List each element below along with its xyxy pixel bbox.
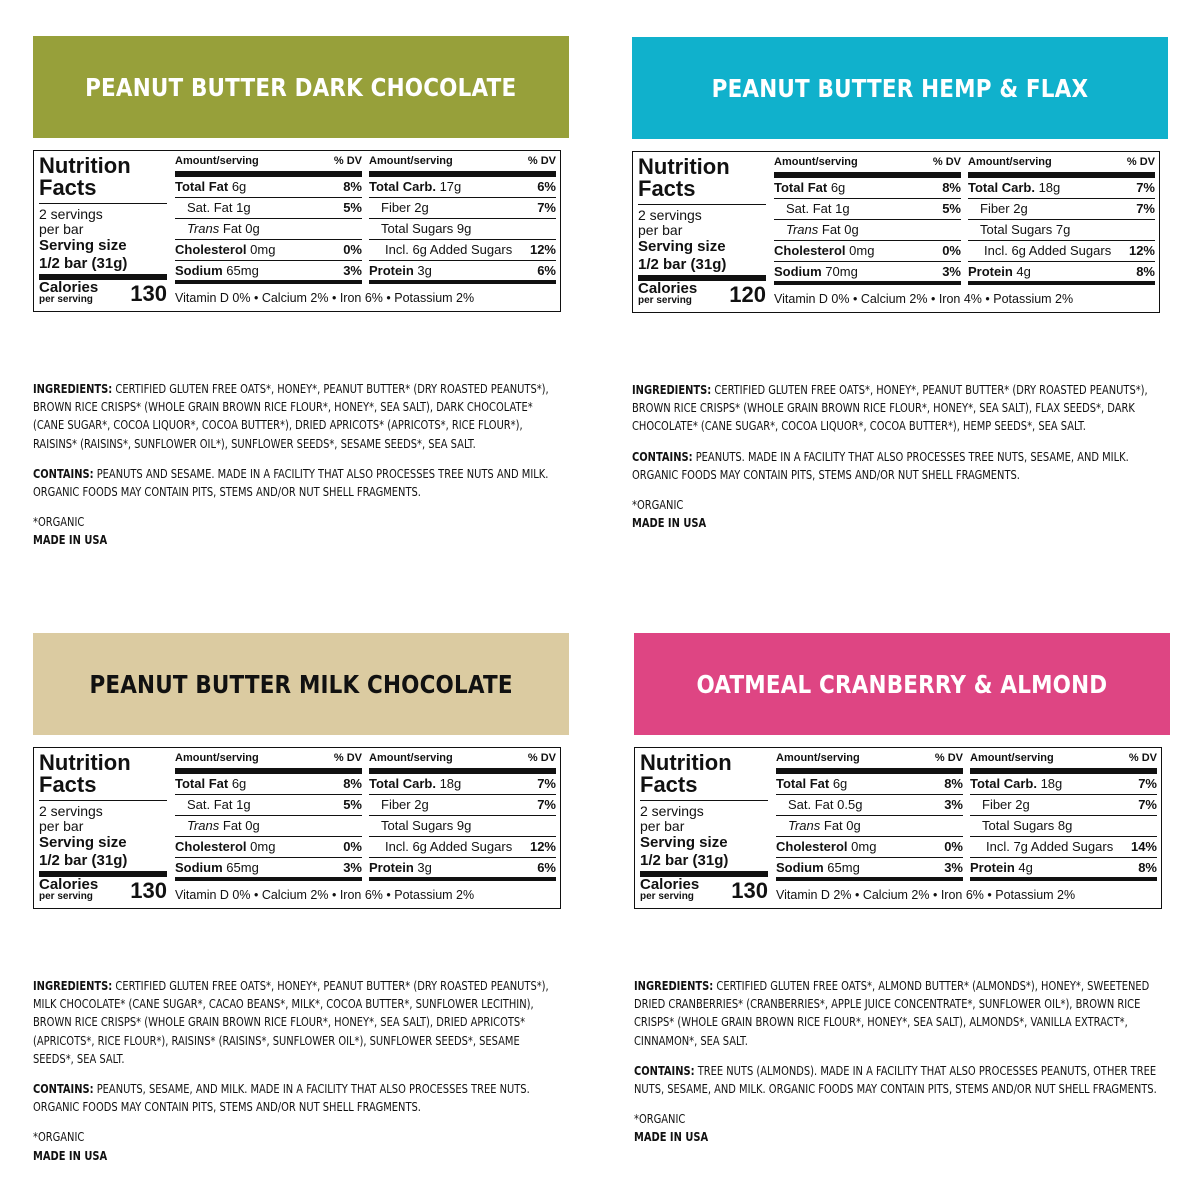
nutrient-label-italic: Trans xyxy=(187,818,220,833)
vitamins-minerals: Vitamin D 0% • Calcium 2% • Iron 6% • Potassium 2% xyxy=(175,888,475,902)
nutrient-label: Fiber xyxy=(980,201,1010,216)
serving-size-value: 1/2 bar (31g) xyxy=(640,852,768,877)
nutrient-dv: 7% xyxy=(537,200,556,215)
nutrient-label: Fat xyxy=(219,221,242,236)
nutrient-dv: 5% xyxy=(942,201,961,216)
total-carb-row xyxy=(970,774,1157,795)
serving-size-label: Serving size xyxy=(638,238,726,255)
ingredients-label: INGREDIENTS: xyxy=(33,381,113,396)
nutrient-dv: 8% xyxy=(343,776,362,791)
total-sugars-row xyxy=(369,219,556,240)
nutrient-label: Protein xyxy=(970,860,1015,875)
product-text xyxy=(33,380,561,550)
nutrient-amount: 18g xyxy=(439,776,462,791)
total-fat-row xyxy=(175,774,362,795)
calories-row xyxy=(640,878,768,902)
added-sugars-row xyxy=(970,837,1157,858)
nutrient-amount: 17g xyxy=(439,179,462,194)
amount-header: Amount/serving xyxy=(175,752,259,764)
product-title: OATMEAL CRANBERRY & ALMOND xyxy=(696,669,1108,699)
nutrient-amount: 2g xyxy=(414,797,429,812)
nutrient-dv: 0% xyxy=(942,243,961,258)
servings-per-container: 2 servings per bar xyxy=(39,206,103,237)
nutrient-dv: 8% xyxy=(942,180,961,195)
nutrient-label-italic: Trans xyxy=(788,818,821,833)
nutrient-dv: 3% xyxy=(343,860,362,875)
serving-size-value: 1/2 bar (31g) xyxy=(39,255,167,280)
nutrient-amount: 1g xyxy=(236,200,251,215)
nutrition-facts-label xyxy=(632,151,1160,313)
nutrient-label: Total Sugars xyxy=(982,818,1055,833)
nutrients-column-1 xyxy=(776,752,963,881)
nutrient-amount: 6g xyxy=(830,180,846,195)
nutrient-label: Sodium xyxy=(774,264,822,279)
nutrient-label-italic: Trans xyxy=(187,221,220,236)
nutrient-amount: 2g xyxy=(1015,797,1030,812)
total-carb-row xyxy=(369,774,556,795)
sodium-row xyxy=(774,262,961,285)
trans-fat-row xyxy=(175,219,362,240)
protein-row xyxy=(369,261,556,284)
vitamins-minerals: Vitamin D 0% • Calcium 2% • Iron 6% • Potassium 2% xyxy=(175,291,475,305)
nutrient-amount: 0g xyxy=(245,221,260,236)
fiber-row xyxy=(968,199,1155,220)
nutrient-dv: 5% xyxy=(343,200,362,215)
nutrient-dv: 0% xyxy=(343,839,362,854)
nutrient-label: Fiber xyxy=(381,200,411,215)
column-header xyxy=(369,155,556,177)
nutrient-dv: 7% xyxy=(1138,776,1157,791)
nutrient-amount: 6g xyxy=(231,179,247,194)
total-sugars-row xyxy=(968,220,1155,241)
nutrient-label: Incl. 6g Added Sugars xyxy=(385,839,513,854)
contains-text: PEANUTS. MADE IN A FACILITY THAT ALSO PROCESSES TREE NUTS, SESAME, AND MILK. ORGANIC FOODS MAY CONTAIN PITS, STEMS AND/OR NUT SHELL FRAGMENTS. xyxy=(632,448,1129,482)
nutrient-label: Protein xyxy=(369,860,414,875)
nutrient-label: Total Sugars xyxy=(980,222,1053,237)
ingredients-label: INGREDIENTS: xyxy=(33,978,113,993)
nutrient-amount: 9g xyxy=(456,221,472,236)
nutrient-dv: 6% xyxy=(537,263,556,278)
contains-text: TREE NUTS (ALMONDS). MADE IN A FACILITY THAT ALSO PROCESSES PEANUTS, OTHER TREE NUTS, SESAME, AND MILK. ORGANIC FOODS MAY CONTAIN PITS, STEMS AND/OR NUT SHELL FRAGMENTS. xyxy=(634,1062,1157,1097)
nutrient-label: Sat. Fat xyxy=(788,797,834,812)
nutrient-dv: 7% xyxy=(1136,201,1155,216)
made-in-usa: MADE IN USA xyxy=(634,1129,709,1145)
amount-header: Amount/serving xyxy=(369,155,453,167)
nutrition-facts-label xyxy=(634,747,1162,909)
organic-note: *ORGANIC xyxy=(632,497,684,513)
nutrient-dv: 3% xyxy=(942,264,961,279)
ingredients-paragraph xyxy=(33,977,561,1068)
contains-paragraph xyxy=(33,1080,561,1116)
nutrient-amount: 3g xyxy=(417,263,432,278)
product-title: PEANUT BUTTER DARK CHOCOLATE xyxy=(85,72,517,102)
nutrient-dv: 8% xyxy=(1138,860,1157,875)
calories-value: 130 xyxy=(130,281,167,306)
amount-header: Amount/serving xyxy=(968,156,1052,168)
calories-row xyxy=(39,281,167,305)
calories-label: Calories xyxy=(640,876,700,893)
nutrient-label: Protein xyxy=(369,263,414,278)
serving-size-label: Serving size xyxy=(39,237,127,254)
calories-sublabel: per serving xyxy=(39,891,93,902)
nutrients-column-2 xyxy=(369,155,556,284)
column-header xyxy=(175,752,362,774)
nutrient-label: Fiber xyxy=(381,797,411,812)
ingredients-text: CERTIFIED GLUTEN FREE OATS*, ALMOND BUTTER* (ALMONDS*), HONEY*, SWEETENED DRIED CRANBERRIES* (CRANBERRIES*, APPLE JUICE CONCENTRATE*, SUNFLOWER OIL*), BROWN RICE CRISPS* (WHOLE GRAIN BROWN RICE FLOUR*, HONEY*, SEA SALT), ALMONDS*, VANILLA EXTRACT*, CINNAMON*, SEA SALT. xyxy=(634,978,1150,1048)
fiber-row xyxy=(369,198,556,219)
nutrient-amount: 0g xyxy=(846,818,861,833)
calories-label-group xyxy=(39,281,98,305)
nutrition-facts-summary xyxy=(638,156,766,306)
nutrient-label: Total Fat xyxy=(776,776,830,791)
calories-sublabel: per serving xyxy=(640,891,694,902)
nutrition-facts-heading: Nutrition Facts xyxy=(39,155,167,204)
nutrient-amount: 4g xyxy=(1016,264,1031,279)
calories-value: 130 xyxy=(130,878,167,903)
nutrient-label: Total Fat xyxy=(175,179,229,194)
contains-label: CONTAINS: xyxy=(33,465,94,481)
dv-header: % DV xyxy=(333,752,362,764)
sat-fat-row xyxy=(175,198,362,219)
column-header xyxy=(968,156,1155,178)
made-in-usa: MADE IN USA xyxy=(632,515,707,531)
nutrient-label: Sodium xyxy=(175,860,223,875)
product-title: PEANUT BUTTER MILK CHOCOLATE xyxy=(89,669,513,699)
nutrients-column-1 xyxy=(175,752,362,881)
column-header xyxy=(776,752,963,774)
nutrient-dv: 3% xyxy=(343,263,362,278)
product-text xyxy=(33,977,561,1165)
sat-fat-row xyxy=(175,795,362,816)
nutrient-dv: 7% xyxy=(1138,797,1157,812)
dv-header: % DV xyxy=(932,156,961,168)
dv-header: % DV xyxy=(1126,156,1155,168)
nutrient-label: Fat xyxy=(820,818,843,833)
ingredients-text: CERTIFIED GLUTEN FREE OATS*, HONEY*, PEANUT BUTTER* (DRY ROASTED PEANUTS*), BROWN RICE CRISPS* (WHOLE GRAIN BROWN RICE FLOUR*, HONEY*, SEA SALT), FLAX SEEDS*, DARK CHOCOLATE* (CANE SUGAR*, COCOA LIQUOR*, COCOA BUTTER*), HEMP SEEDS*, SEA SALT. xyxy=(632,382,1148,434)
calories-label: Calories xyxy=(39,876,99,893)
product-text xyxy=(632,381,1160,532)
ingredients-paragraph xyxy=(634,977,1162,1050)
nutrient-label: Fat xyxy=(219,818,242,833)
calories-row xyxy=(638,282,766,306)
column-header xyxy=(369,752,556,774)
nutrient-label: Cholesterol xyxy=(776,839,848,854)
amount-header: Amount/serving xyxy=(776,752,860,764)
calories-sublabel: per serving xyxy=(638,295,692,306)
nutrient-dv: 7% xyxy=(537,776,556,791)
nutrient-dv: 12% xyxy=(529,242,556,257)
amount-header: Amount/serving xyxy=(970,752,1054,764)
servings-per-container: 2 servings per bar xyxy=(640,803,704,834)
nutrient-label: Total Fat xyxy=(774,180,828,195)
ingredients-label: INGREDIENTS: xyxy=(632,382,712,397)
nutrient-label: Total Sugars xyxy=(381,818,454,833)
nutrient-amount: 8g xyxy=(1057,818,1073,833)
nutrition-facts-summary xyxy=(39,752,167,902)
dv-header: % DV xyxy=(1128,752,1157,764)
nutrients-column-1 xyxy=(774,156,961,285)
contains-text: PEANUTS, SESAME, AND MILK. MADE IN A FACILITY THAT ALSO PROCESSES TREE NUTS. ORGANIC FOODS MAY CONTAIN PITS, STEMS AND/OR NUT SHELL FRAGMENTS. xyxy=(33,1081,530,1115)
nutrient-amount: 0mg xyxy=(250,242,276,257)
total-carb-row xyxy=(968,178,1155,199)
total-fat-row xyxy=(774,178,961,199)
total-fat-row xyxy=(175,177,362,198)
nutrient-amount: 1g xyxy=(835,201,850,216)
sodium-row xyxy=(175,261,362,284)
protein-row xyxy=(968,262,1155,285)
nutrient-amount: 0mg xyxy=(250,839,276,854)
trans-fat-row xyxy=(175,816,362,837)
contains-paragraph xyxy=(634,1062,1162,1098)
nutrition-facts-summary xyxy=(640,752,768,902)
nutrient-label: Protein xyxy=(968,264,1013,279)
vitamins-minerals: Vitamin D 2% • Calcium 2% • Iron 6% • Potassium 2% xyxy=(776,888,1076,902)
vitamins-minerals: Vitamin D 0% • Calcium 2% • Iron 4% • Potassium 2% xyxy=(774,292,1074,306)
product-panel xyxy=(33,633,571,1165)
nutrient-amount: 18g xyxy=(1040,776,1063,791)
fiber-row xyxy=(970,795,1157,816)
nutrient-label: Total Carb. xyxy=(970,776,1037,791)
nutrient-amount: 0g xyxy=(844,222,859,237)
nutrient-dv: 12% xyxy=(1128,243,1155,258)
product-title: PEANUT BUTTER HEMP & FLAX xyxy=(711,73,1089,103)
product-banner xyxy=(634,633,1170,735)
product-text xyxy=(634,977,1162,1147)
ingredients-text: CERTIFIED GLUTEN FREE OATS*, HONEY*, PEANUT BUTTER* (DRY ROASTED PEANUTS*), MILK CHOCOLATE* (CANE SUGAR*, CACAO BEANS*, MILK*, COCOA BUTTER*, SUNFLOWER LECITHIN), BROWN RICE CRISPS* (WHOLE GRAIN BROWN RICE FLOUR*, HONEY*, SEA SALT), DRIED APRICOTS* (APRICOTS*, RICE FLOUR*), RAISINS* (RAISINS*, SUNFLOWER OIL*), SUNFLOWER SEEDS*, SESAME SEEDS*, SEA SALT. xyxy=(33,978,549,1066)
added-sugars-row xyxy=(968,241,1155,262)
ingredients-text: CERTIFIED GLUTEN FREE OATS*, HONEY*, PEANUT BUTTER* (DRY ROASTED PEANUTS*), BROWN RICE CRISPS* (WHOLE GRAIN BROWN RICE FLOUR*, HONEY*, SEA SALT), DARK CHOCOLATE* (CANE SUGAR*, COCOA LIQUOR*, COCOA BUTTER*), DRIED APRICOTS* (APRICOTS*, RICE FLOUR*), RAISINS* (RAISINS*, SUNFLOWER OIL*), SUNFLOWER SEEDS*, SESAME SEEDS*, SEA SALT. xyxy=(33,381,549,451)
nutrient-label: Sodium xyxy=(175,263,223,278)
product-panel xyxy=(632,37,1170,532)
nutrient-label: Fat xyxy=(818,222,841,237)
trans-fat-row xyxy=(776,816,963,837)
amount-header: Amount/serving xyxy=(774,156,858,168)
nutrient-amount: 6g xyxy=(231,776,247,791)
nutrient-amount: 2g xyxy=(1013,201,1028,216)
sodium-row xyxy=(175,858,362,881)
cholesterol-row xyxy=(776,837,963,858)
nutrient-amount: 0mg xyxy=(849,243,875,258)
nutrient-label: Total Carb. xyxy=(968,180,1035,195)
nutrient-amount: 18g xyxy=(1038,180,1061,195)
nutrition-facts-heading: Nutrition Facts xyxy=(638,156,766,205)
serving-size-value: 1/2 bar (31g) xyxy=(39,852,167,877)
contains-label: CONTAINS: xyxy=(632,448,693,464)
trans-fat-row xyxy=(774,220,961,241)
contains-paragraph xyxy=(632,448,1160,484)
nutrient-label: Total Carb. xyxy=(369,179,436,194)
contains-label: CONTAINS: xyxy=(33,1081,94,1097)
protein-row xyxy=(970,858,1157,881)
product-panel xyxy=(634,633,1172,1147)
nutrient-amount: 0mg xyxy=(851,839,877,854)
nutrient-amount: 2g xyxy=(414,200,429,215)
nutrient-label: Incl. 6g Added Sugars xyxy=(984,243,1112,258)
nutrition-facts-heading: Nutrition Facts xyxy=(39,752,167,801)
nutrient-label: Cholesterol xyxy=(774,243,846,258)
nutrients-column-1 xyxy=(175,155,362,284)
calories-value: 130 xyxy=(731,878,768,903)
nutrient-label: Cholesterol xyxy=(175,839,247,854)
cholesterol-row xyxy=(175,240,362,261)
organic-note: *ORGANIC xyxy=(33,514,85,530)
nutrient-amount: 3g xyxy=(417,860,432,875)
column-header xyxy=(970,752,1157,774)
added-sugars-row xyxy=(369,837,556,858)
nutrient-dv: 14% xyxy=(1130,839,1157,854)
product-banner xyxy=(33,36,569,138)
calories-row xyxy=(39,878,167,902)
ingredients-paragraph xyxy=(33,380,561,453)
nutrient-amount: 65mg xyxy=(226,263,259,278)
nutrient-dv: 8% xyxy=(343,179,362,194)
nutrient-label: Cholesterol xyxy=(175,242,247,257)
nutrient-dv: 0% xyxy=(343,242,362,257)
amount-header: Amount/serving xyxy=(175,155,259,167)
protein-row xyxy=(369,858,556,881)
nutrient-dv: 7% xyxy=(537,797,556,812)
nutrient-dv: 6% xyxy=(537,179,556,194)
cholesterol-row xyxy=(175,837,362,858)
nutrient-amount: 7g xyxy=(1055,222,1071,237)
nutrient-label: Total Carb. xyxy=(369,776,436,791)
nutrition-facts-summary xyxy=(39,155,167,305)
nutrients-column-2 xyxy=(968,156,1155,285)
product-banner xyxy=(33,633,569,735)
nutrient-dv: 7% xyxy=(1136,180,1155,195)
organic-note: *ORGANIC xyxy=(33,1129,85,1145)
contains-paragraph xyxy=(33,465,561,501)
made-in-usa: MADE IN USA xyxy=(33,532,108,548)
nutrient-amount: 70mg xyxy=(825,264,858,279)
calories-label: Calories xyxy=(39,279,99,296)
nutrient-label: Total Fat xyxy=(175,776,229,791)
total-fat-row xyxy=(776,774,963,795)
contains-label: CONTAINS: xyxy=(634,1062,695,1078)
amount-header: Amount/serving xyxy=(369,752,453,764)
nutrient-dv: 12% xyxy=(529,839,556,854)
nutrient-dv: 0% xyxy=(944,839,963,854)
sodium-row xyxy=(776,858,963,881)
nutrient-label: Sat. Fat xyxy=(187,797,233,812)
calories-label-group xyxy=(638,282,697,306)
nutrition-facts-label xyxy=(33,747,561,909)
nutrient-label-italic: Trans xyxy=(786,222,819,237)
made-in-usa: MADE IN USA xyxy=(33,1147,108,1163)
product-panel xyxy=(33,36,571,550)
column-header xyxy=(774,156,961,178)
dv-header: % DV xyxy=(333,155,362,167)
nutrient-amount: 0.5g xyxy=(837,797,863,812)
servings-per-container: 2 servings per bar xyxy=(39,803,103,834)
nutrient-label: Fiber xyxy=(982,797,1012,812)
calories-label-group xyxy=(640,878,699,902)
nutrient-dv: 8% xyxy=(944,776,963,791)
product-banner xyxy=(632,37,1168,139)
nutrients-column-2 xyxy=(970,752,1157,881)
nutrient-amount: 65mg xyxy=(226,860,259,875)
serving-size-label: Serving size xyxy=(640,834,728,851)
nutrient-dv: 8% xyxy=(1136,264,1155,279)
nutrient-label: Total Sugars xyxy=(381,221,454,236)
organic-note: *ORGANIC xyxy=(634,1111,686,1127)
nutrient-dv: 6% xyxy=(537,860,556,875)
nutrient-amount: 1g xyxy=(236,797,251,812)
total-carb-row xyxy=(369,177,556,198)
nutrient-dv: 5% xyxy=(343,797,362,812)
sat-fat-row xyxy=(776,795,963,816)
nutrition-facts-heading: Nutrition Facts xyxy=(640,752,768,801)
serving-size-value: 1/2 bar (31g) xyxy=(638,256,766,281)
fiber-row xyxy=(369,795,556,816)
calories-label-group xyxy=(39,878,98,902)
nutrient-amount: 0g xyxy=(245,818,260,833)
servings-per-container: 2 servings per bar xyxy=(638,207,702,238)
dv-header: % DV xyxy=(527,155,556,167)
cholesterol-row xyxy=(774,241,961,262)
contains-text: PEANUTS AND SESAME. MADE IN A FACILITY THAT ALSO PROCESSES TREE NUTS AND MILK. ORGANIC FOODS MAY CONTAIN PITS, STEMS AND/OR NUT SHELL FRAGMENTS. xyxy=(33,465,549,500)
nutrient-amount: 9g xyxy=(456,818,472,833)
sat-fat-row xyxy=(774,199,961,220)
dv-header: % DV xyxy=(527,752,556,764)
nutrient-label: Incl. 7g Added Sugars xyxy=(986,839,1114,854)
nutrient-amount: 65mg xyxy=(827,860,860,875)
nutrient-label: Sodium xyxy=(776,860,824,875)
nutrient-dv: 3% xyxy=(944,797,963,812)
added-sugars-row xyxy=(369,240,556,261)
ingredients-paragraph xyxy=(632,381,1160,436)
total-sugars-row xyxy=(369,816,556,837)
ingredients-label: INGREDIENTS: xyxy=(634,978,714,993)
calories-sublabel: per serving xyxy=(39,294,93,305)
nutrient-amount: 6g xyxy=(832,776,848,791)
nutrients-column-2 xyxy=(369,752,556,881)
nutrient-amount: 4g xyxy=(1018,860,1033,875)
nutrient-label: Incl. 6g Added Sugars xyxy=(385,242,513,257)
nutrient-dv: 3% xyxy=(944,860,963,875)
serving-size-label: Serving size xyxy=(39,834,127,851)
calories-label: Calories xyxy=(638,280,698,297)
column-header xyxy=(175,155,362,177)
nutrient-label: Sat. Fat xyxy=(786,201,832,216)
total-sugars-row xyxy=(970,816,1157,837)
calories-value: 120 xyxy=(729,282,766,307)
nutrient-label: Sat. Fat xyxy=(187,200,233,215)
nutrition-facts-label xyxy=(33,150,561,312)
dv-header: % DV xyxy=(934,752,963,764)
